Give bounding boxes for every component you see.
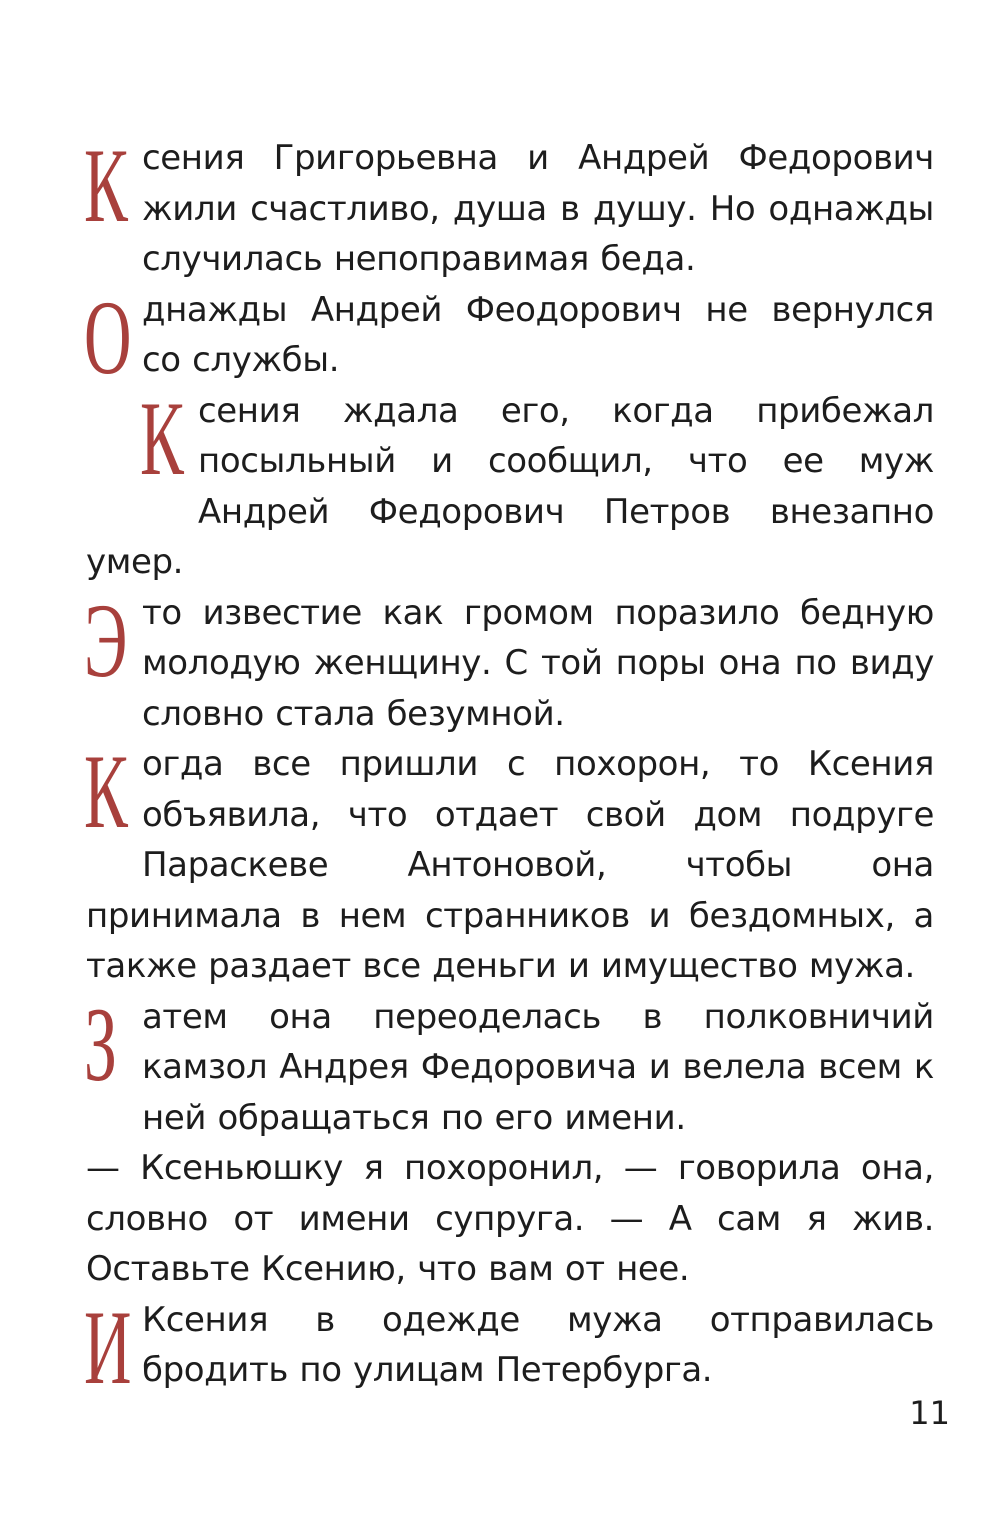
paragraph-text: то известие как громом поразило бедную молодую женщину. С той поры она по виду словно стала безумной. xyxy=(142,592,934,734)
paragraph-text: сения ждала его, когда прибежал посыльный и сообщил, что ее муж Андрей Федорович Петров внезапно умер. xyxy=(86,390,934,582)
drop-cap: К xyxy=(84,127,128,244)
paragraph-text: днажды Андрей Феодорович не вернулся со службы. xyxy=(142,289,934,380)
dialogue-paragraph xyxy=(86,1143,934,1295)
paragraph-text: атем она переоделась в полковничий камзол Андрея Федоровича и велела всем к ней обращаться по его имени. xyxy=(142,996,934,1138)
drop-cap: О xyxy=(84,278,132,396)
paragraph xyxy=(86,379,934,588)
paragraph xyxy=(84,733,934,992)
paragraph xyxy=(84,127,934,285)
paragraph-text: сения Григорьевна и Андрей Федорович жили счастливо, душа в душу. Но однажды случилась непоправимая беда. xyxy=(142,138,934,279)
paragraph-text: огда все пришли с похорон, то Ксения объявила, что отдает свой дом подруге Параскеве Антоновой, чтобы она принимала в нем странников и бездомных, а также раздает все деньги и имущество мужа. xyxy=(86,744,934,986)
paragraph-text: — Ксеньюшку я похоронил, — говорила она, словно от имени супруга. — А сам я жив. Оставьте Ксению, что вам от нее. xyxy=(86,1148,934,1289)
drop-cap: Э xyxy=(84,581,128,699)
page-number: 11 xyxy=(909,1394,950,1432)
paragraph xyxy=(84,278,934,396)
drop-cap: З xyxy=(84,985,117,1103)
drop-cap: К xyxy=(140,379,184,497)
drop-cap: К xyxy=(84,733,128,850)
page-body xyxy=(84,127,934,1406)
drop-cap: И xyxy=(84,1288,132,1406)
paragraph-text: Ксения в одежде мужа отправилась бродить по улицам Петербурга. xyxy=(142,1299,934,1390)
paragraph xyxy=(84,581,934,740)
paragraph xyxy=(84,1288,934,1406)
paragraph xyxy=(84,985,934,1144)
